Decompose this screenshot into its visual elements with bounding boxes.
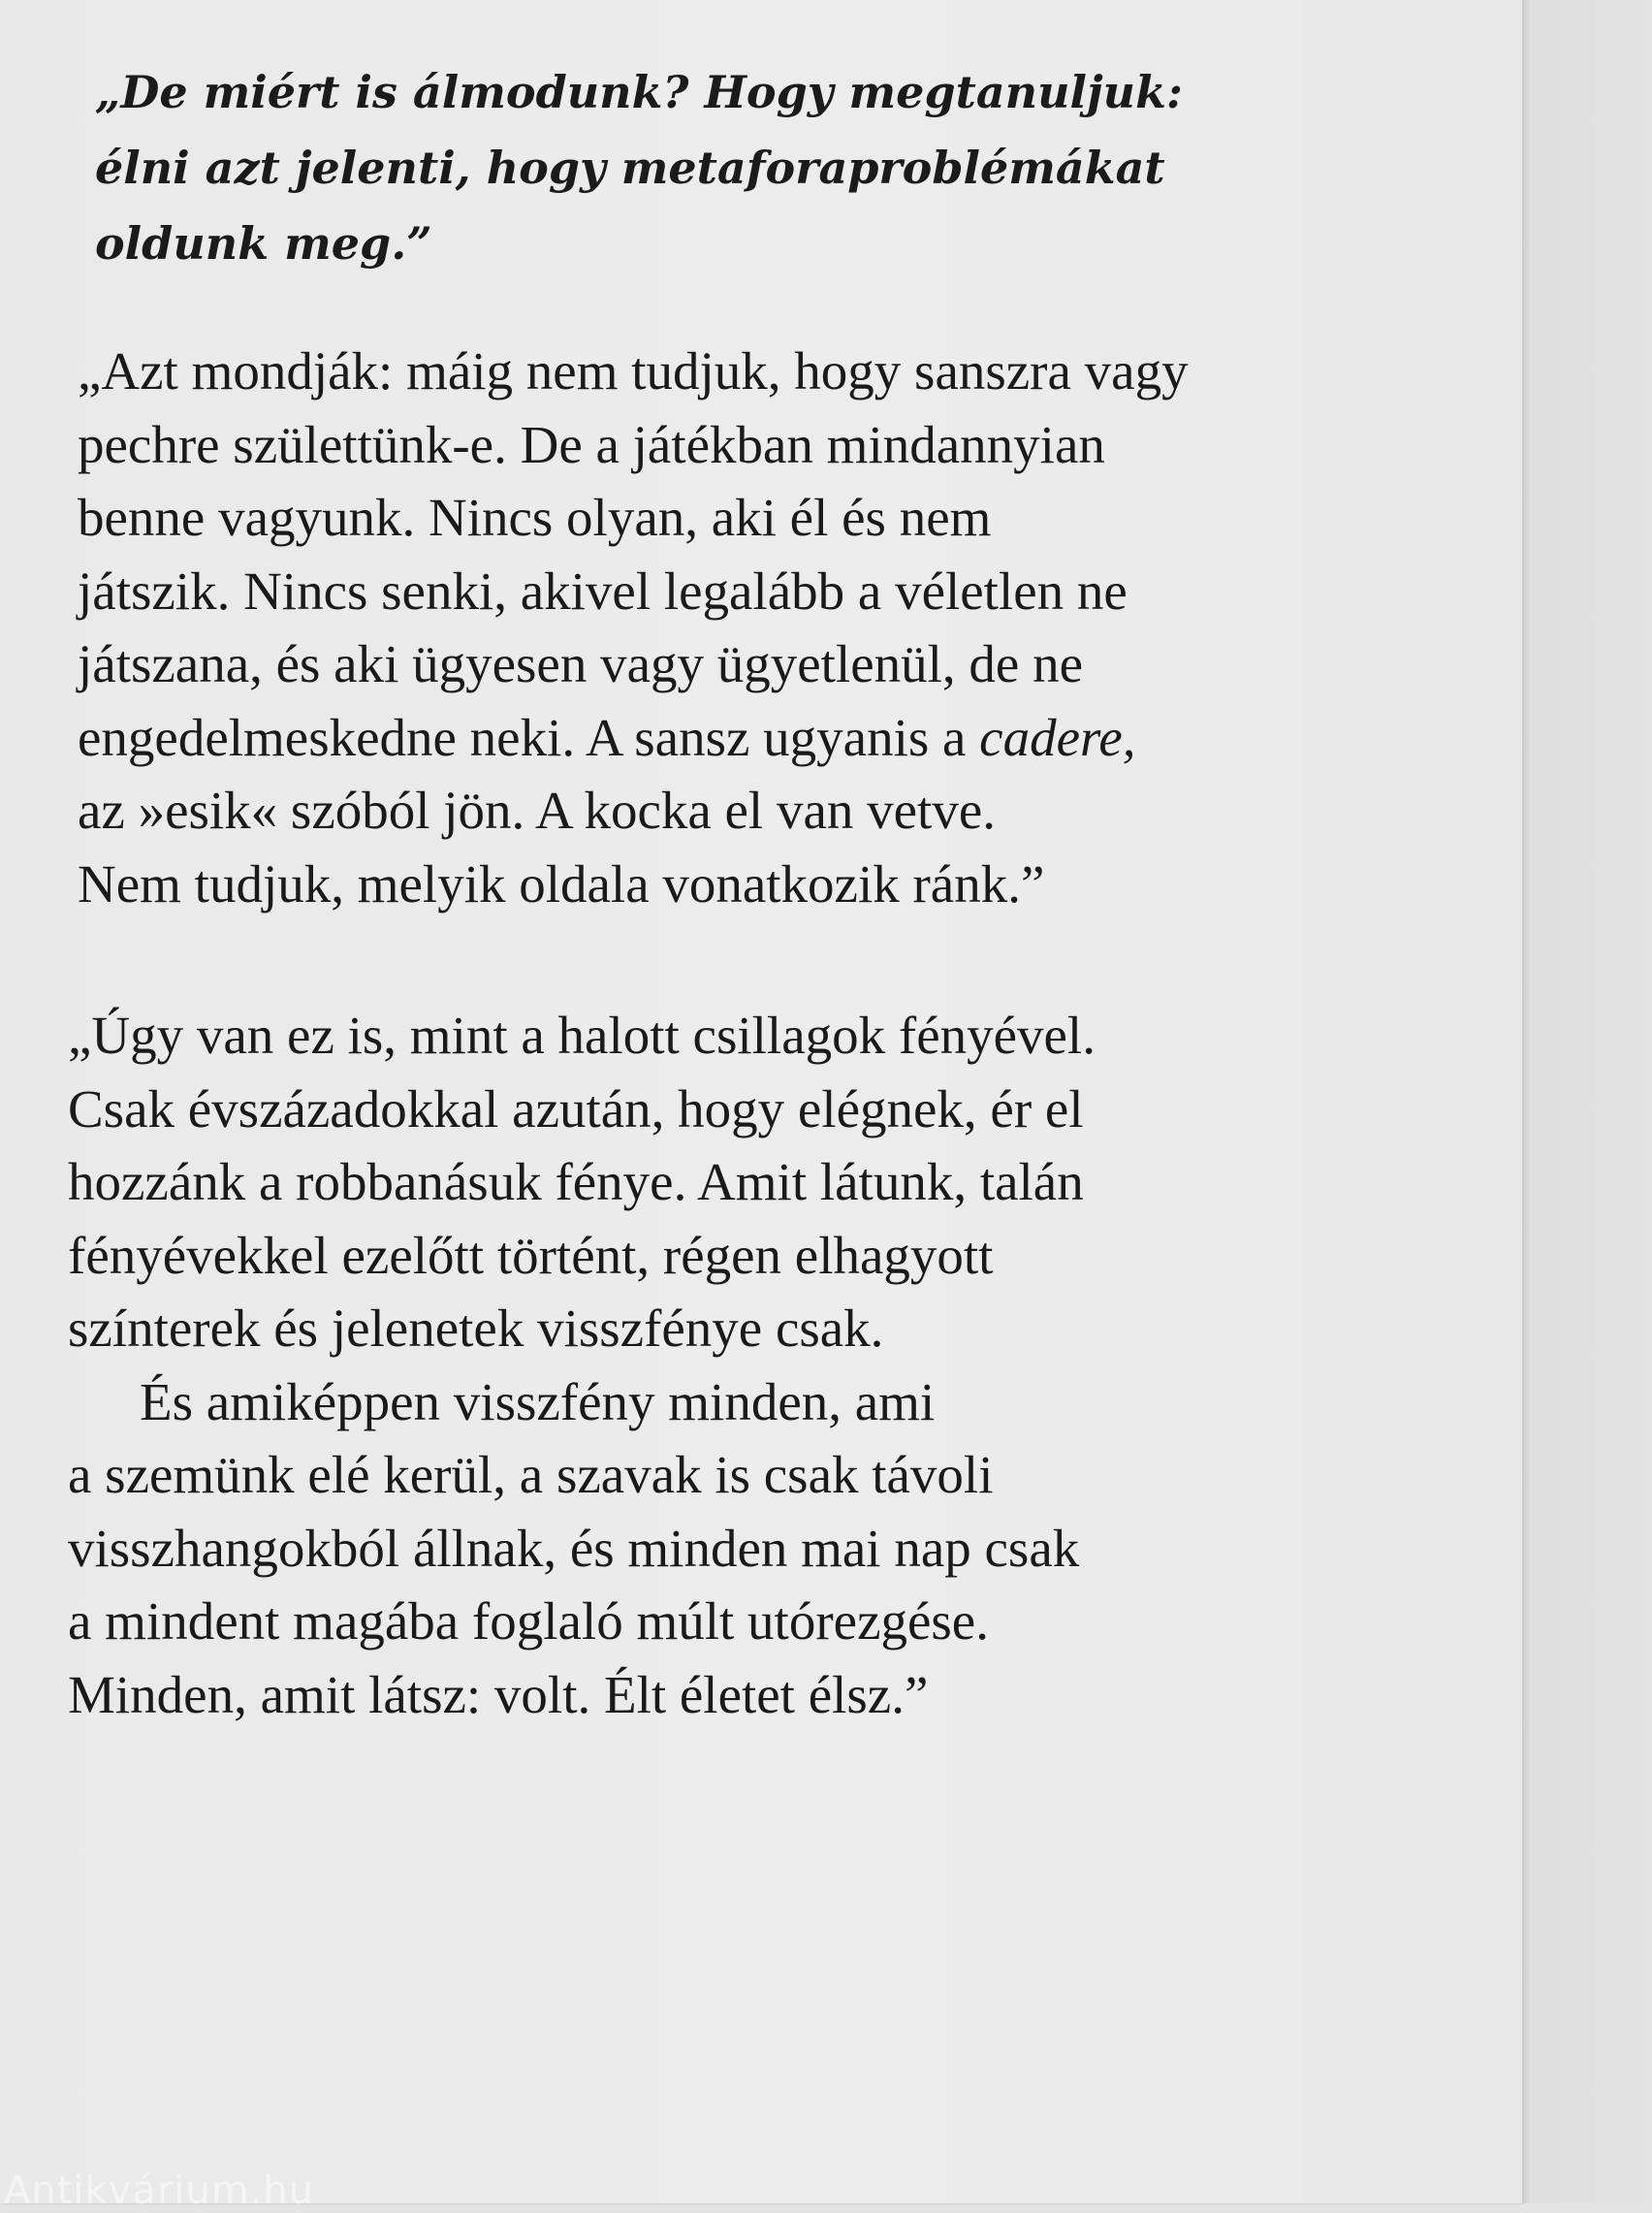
text-line: „Azt mondják: máig nem tudjuk, hogy sanszra vagy xyxy=(78,341,1189,401)
text-line: „Úgy van ez is, mint a halott csillagok fényével. xyxy=(68,1006,1096,1065)
text-line: játszana, és aki ügyesen vagy ügyetlenül, de ne xyxy=(78,634,1083,693)
next-page-edge xyxy=(1522,0,1652,2203)
watermark: Antikvárium.hu xyxy=(4,2168,315,2213)
text-line: hozzánk a robbanásuk fénye. Amit látunk, talán xyxy=(68,1152,1084,1211)
text-line xyxy=(78,701,1189,775)
text-line: a szemünk elé kerül, a szavak is csak távoli xyxy=(68,1445,994,1504)
text-segment: engedelmeskedne neki. A sansz ugyanis a xyxy=(78,707,980,767)
quote-paragraph-stars xyxy=(68,999,1096,1731)
heading-line: élni azt jelenti, hogy metaforaproblémákat xyxy=(95,142,1165,194)
text-line: pechre születtünk-e. De a játékban mindannyian xyxy=(78,414,1105,474)
quote-heading xyxy=(95,54,1355,281)
heading-line: „De miért is álmodunk? Hogy megtanuljuk: xyxy=(95,66,1183,118)
text-line: És amiképpen visszfény minden, ami xyxy=(140,1371,936,1431)
quote-paragraph-chance xyxy=(78,335,1189,920)
text-line: játszik. Nincs senki, akivel legalább a véletlen ne xyxy=(78,561,1128,621)
text-line: benne vagyunk. Nincs olyan, aki él és nem xyxy=(78,488,992,547)
text-line: Nem tudjuk, melyik oldala vonatkozik ránk.” xyxy=(78,853,1045,914)
heading-line: oldunk meg.” xyxy=(95,217,432,270)
text-line: Minden, amit látsz: volt. Élt életet élsz.” xyxy=(68,1664,929,1724)
italic-word: cadere, xyxy=(979,707,1136,767)
text-line: fényévekkel ezelőtt történt, régen elhagyott xyxy=(68,1225,994,1285)
text-line: visszhangokból állnak, és minden mai nap csak xyxy=(68,1518,1080,1578)
text-line: Csak évszázadokkal azután, hogy elégnek, ér el xyxy=(68,1078,1084,1139)
text-line: színterek és jelenetek visszfénye csak. xyxy=(68,1299,884,1358)
text-line: a mindent magába foglaló múlt utórezgése. xyxy=(68,1591,989,1651)
text-line: az »esik« szóból jön. A kocka el van vetve. xyxy=(78,781,996,840)
